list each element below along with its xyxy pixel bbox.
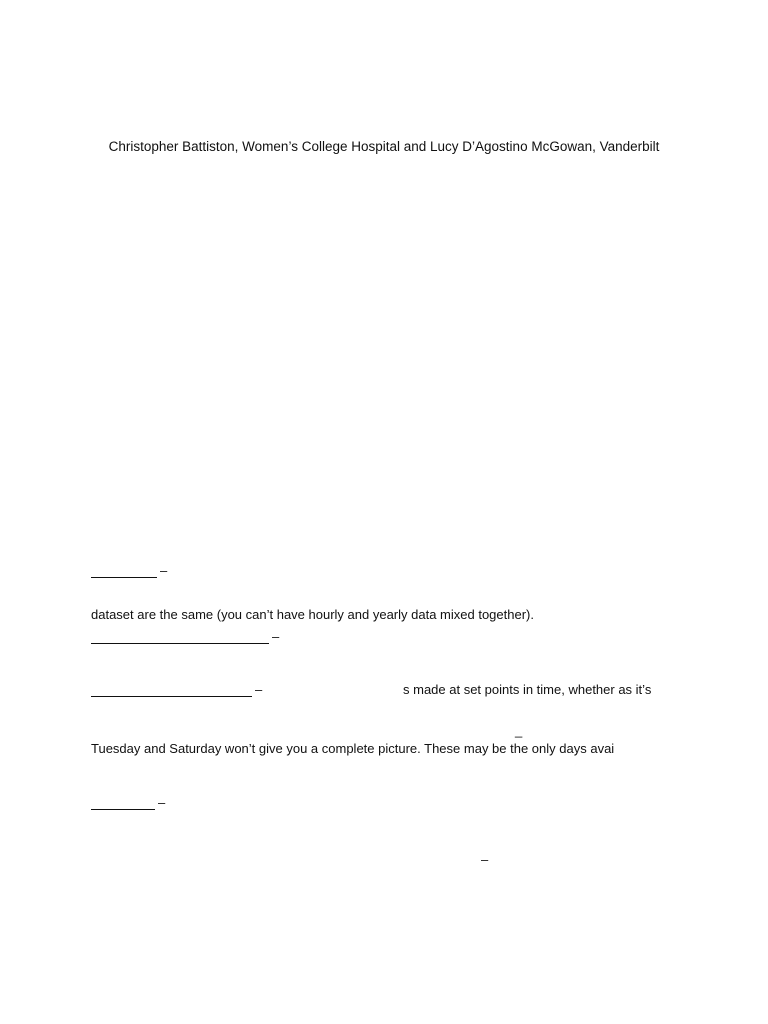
dataset-sentence: dataset are the same (you can’t have hourly and yearly data mixed together). — [91, 607, 534, 622]
dash-5: – — [481, 852, 489, 867]
fill-in-blank-2 — [91, 643, 269, 644]
fill-in-blank-4 — [91, 809, 155, 810]
fill-in-blank-1 — [91, 577, 157, 578]
dash-3: – — [255, 682, 263, 697]
dash-2: – — [272, 629, 280, 644]
tuesday-sentence: Tuesday and Saturday won’t give you a complete picture. These may be the only days avai — [91, 741, 615, 756]
underscore-mark: _ — [515, 723, 523, 738]
setpoints-fragment: s made at set points in time, whether as it’s — [403, 682, 652, 697]
fill-in-blank-3 — [91, 696, 252, 697]
dash-4: – — [158, 795, 166, 810]
author-byline: Christopher Battiston, Women’s College Hospital and Lucy D’Agostino McGowan, Vanderbilt — [108, 139, 660, 154]
dash-1: – — [160, 563, 168, 578]
